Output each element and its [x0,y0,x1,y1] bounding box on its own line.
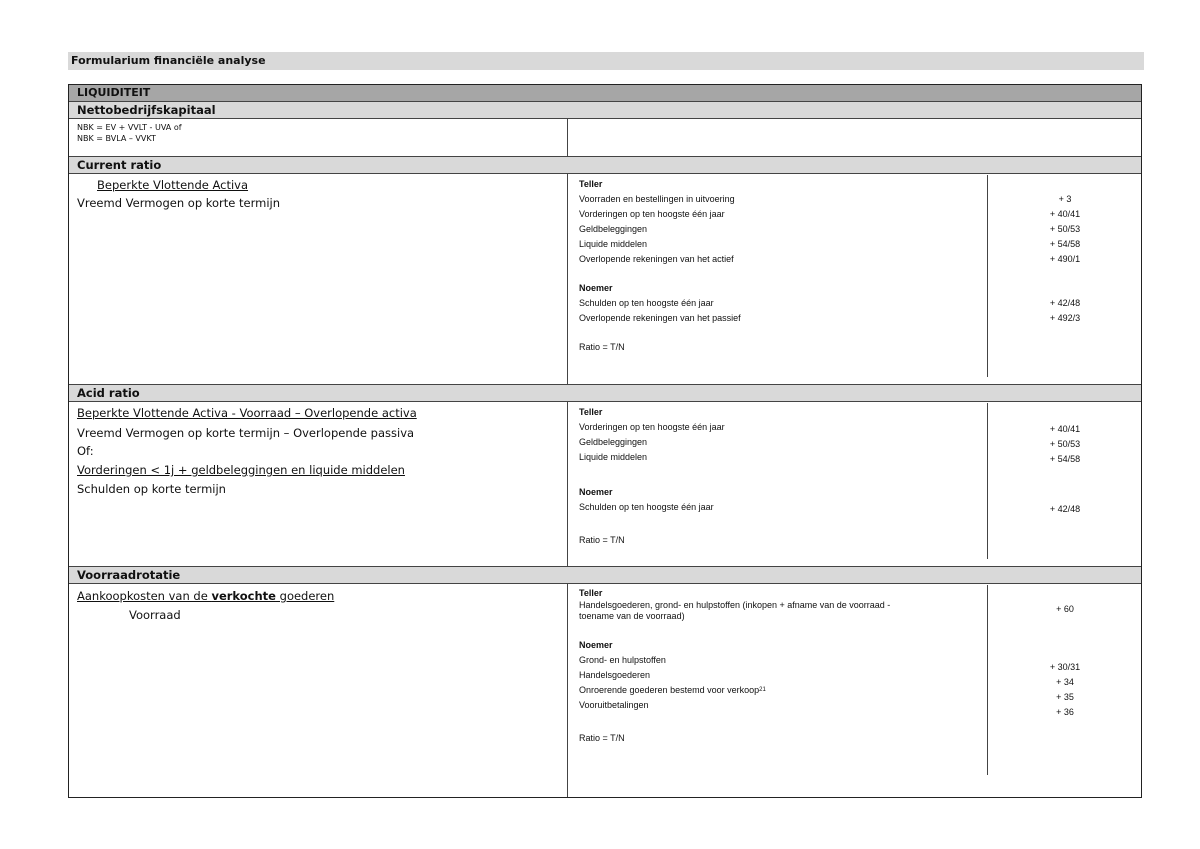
value-column-divider [987,585,988,775]
current-ratio-formula: Ratio = T/N [579,342,625,352]
acid-ratio-title: Acid ratio [69,384,1141,402]
current-teller-label: Teller [579,179,603,189]
current-breakdown [579,177,989,355]
current-teller-item: Voorraden en bestellingen in uitvoering [579,194,735,204]
voorraad-numerator-b: verkochte [211,589,276,603]
current-noemer-item: Schulden op ten hoogste één jaar [579,298,714,308]
voorraad-noemer-label: Noemer [579,640,613,650]
acid-line-4: Vorderingen < 1j + geldbeleggingen en liquide middelen [77,463,405,477]
acid-teller-value: + 40/41 [1049,424,1081,434]
footnote-marker: 21 [759,687,766,693]
column-divider [567,119,568,156]
voorraadrotatie-title: Voorraadrotatie [69,566,1141,584]
value-column-divider [987,175,988,377]
column-divider [567,402,568,566]
formula-table [68,84,1142,798]
current-noemer-label: Noemer [579,283,613,293]
acid-values [987,422,1143,517]
acid-teller-value: + 54/58 [1049,454,1081,464]
acid-teller-label: Teller [579,407,603,417]
voorraad-noemer-value: + 34 [1056,677,1074,687]
acid-line-3: Of: [77,444,94,458]
current-denominator: Vreemd Vermogen op korte termijn [77,196,281,210]
voorraad-noemer-item-label: Onroerende goederen bestemd voor verkoop [579,685,760,695]
current-noemer-value: + 492/3 [1049,313,1081,323]
current-teller-value: + 54/58 [1049,239,1081,249]
voorraad-noemer-item [579,683,989,698]
voorraad-noemer-item: Handelsgoederen [579,670,651,680]
voorraad-teller-item: Handelsgoederen, grond- en hulpstoffen (inkopen + afname van de voorraad - toename van de voorraad) [579,600,891,621]
current-teller-value: + 3 [1058,194,1072,204]
acid-noemer-item: Schulden op ten hoogste één jaar [579,502,714,512]
acid-teller-item: Vorderingen op ten hoogste één jaar [579,422,725,432]
voorraad-teller-value: + 60 [1056,604,1074,614]
column-divider [567,174,568,384]
acid-noemer-value: + 42/48 [1049,504,1081,514]
current-ratio-title: Current ratio [69,156,1141,174]
voorraad-numerator-a: Aankoopkosten van de [77,589,212,603]
current-teller-item: Overlopende rekeningen van het actief [579,254,734,264]
voorraad-noemer-item: Grond- en hulpstoffen [579,655,666,665]
current-teller-value: + 490/1 [1049,254,1081,264]
voorraad-noemer-item: Vooruitbetalingen [579,700,649,710]
voorraad-denominator: Voorraad [129,608,181,622]
nbk-title: Nettobedrijfskapitaal [69,102,1141,119]
acid-teller-item: Liquide middelen [579,452,648,462]
voorraad-noemer-value: + 36 [1056,707,1074,717]
voorraad-noemer-value: + 30/31 [1049,662,1081,672]
section-header-liquiditeit: LIQUIDITEIT [69,85,1141,102]
document-title: Formularium financiële analyse [68,52,1144,70]
voorraad-breakdown [579,587,989,746]
acid-line-2: Vreemd Vermogen op korte termijn – Overlopende passiva [77,426,415,440]
current-numerator: Beperkte Vlottende Activa [97,178,249,192]
voorraad-numerator-c: goederen [275,589,335,603]
current-teller-item: Liquide middelen [579,239,648,249]
current-noemer-item: Overlopende rekeningen van het passief [579,313,741,323]
current-noemer-value: + 42/48 [1049,298,1081,308]
voorraad-numerator [77,588,334,604]
current-values [987,192,1143,326]
voorraad-noemer-value: + 35 [1056,692,1074,702]
voorraad-ratio-formula: Ratio = T/N [579,733,625,743]
acid-line-1: Beperkte Vlottende Activa - Voorraad – Overlopende activa [77,406,417,420]
column-divider [567,584,568,797]
nbk-formula-2: NBK = BVLA – VVKT [77,134,156,143]
current-teller-value: + 50/53 [1049,224,1081,234]
acid-teller-value: + 50/53 [1049,439,1081,449]
nbk-formula-1: NBK = EV + VVLT - UVA of [77,123,182,132]
current-teller-value: + 40/41 [1049,209,1081,219]
current-teller-item: Vorderingen op ten hoogste één jaar [579,209,725,219]
acid-teller-item: Geldbeleggingen [579,437,648,447]
voorraad-values [987,602,1143,720]
voorraad-teller-label: Teller [579,588,603,598]
acid-line-5: Schulden op korte termijn [77,482,226,496]
acid-ratio-formula: Ratio = T/N [579,535,625,545]
acid-breakdown [579,405,989,548]
current-teller-item: Geldbeleggingen [579,224,648,234]
acid-noemer-label: Noemer [579,487,613,497]
value-column-divider [987,403,988,559]
